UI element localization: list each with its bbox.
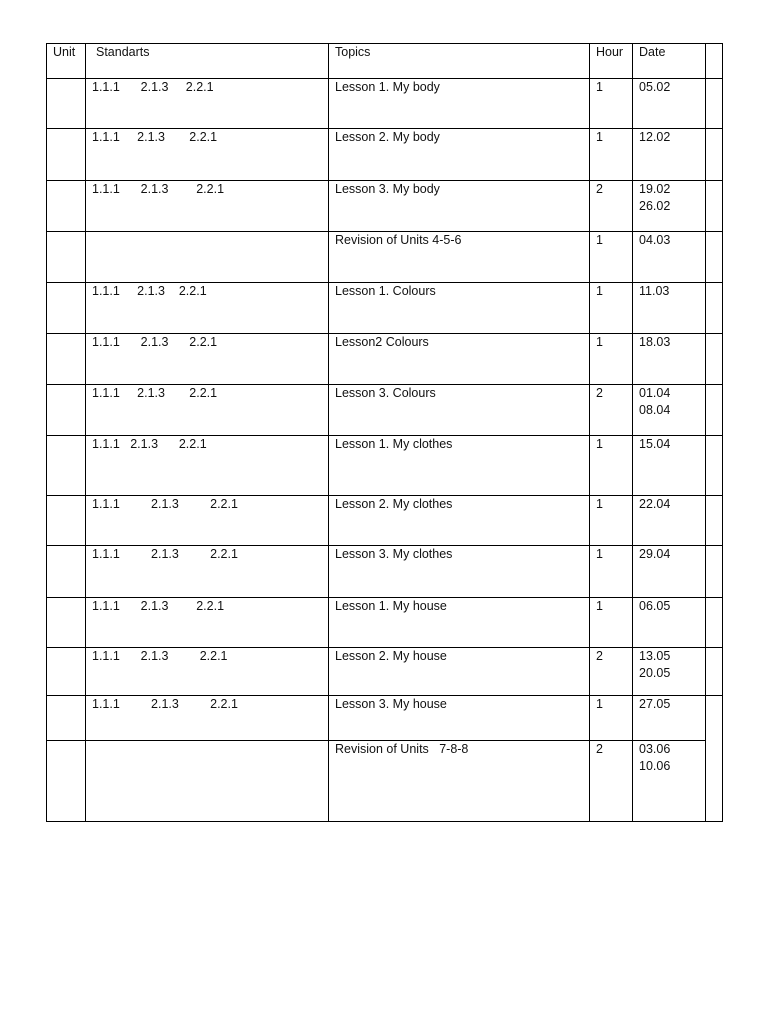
unit-cell <box>47 232 86 283</box>
table-row <box>47 181 723 232</box>
date-value: 19.02 <box>639 182 671 196</box>
topic-cell: Lesson 3. Colours <box>329 385 590 436</box>
date-value: 04.03 <box>639 233 671 247</box>
topic-cell: Lesson 1. My body <box>329 79 590 129</box>
date-cell <box>633 385 706 436</box>
standards-cell: 1.1.1 2.1.3 2.2.1 <box>86 436 329 496</box>
extra-cell <box>706 648 723 696</box>
topic-cell: Lesson2 Colours <box>329 334 590 385</box>
date-cell <box>633 741 706 822</box>
date-cell <box>633 79 706 129</box>
hour-cell: 1 <box>590 598 633 648</box>
standards-cell: 1.1.1 2.1.3 2.2.1 <box>86 696 329 741</box>
table-row <box>47 129 723 181</box>
date-cell <box>633 334 706 385</box>
table-row <box>47 546 723 598</box>
date-value: 18.03 <box>639 335 671 349</box>
unit-cell <box>47 283 86 334</box>
hour-cell: 2 <box>590 741 633 822</box>
table-row <box>47 385 723 436</box>
date-value: 27.05 <box>639 697 671 711</box>
extra-cell <box>706 232 723 283</box>
standards-cell: 1.1.1 2.1.3 2.2.1 <box>86 181 329 232</box>
topic-cell: Lesson 2. My clothes <box>329 496 590 546</box>
topic-cell: Lesson 2. My house <box>329 648 590 696</box>
topic-cell: Lesson 3. My body <box>329 181 590 232</box>
extra-cell <box>706 334 723 385</box>
topic-cell: Lesson 3. My house <box>329 696 590 741</box>
extra-cell <box>706 129 723 181</box>
date-value: 20.05 <box>639 665 671 680</box>
date-value: 03.06 <box>639 742 671 756</box>
table-row <box>47 334 723 385</box>
table-row <box>47 496 723 546</box>
date-value: 26.02 <box>639 198 671 213</box>
table-row <box>47 648 723 696</box>
date-value: 29.04 <box>639 547 671 561</box>
hour-cell: 1 <box>590 79 633 129</box>
table-row <box>47 232 723 283</box>
header-row <box>47 44 723 79</box>
header-extra-cell <box>706 44 723 79</box>
table-row <box>47 741 723 822</box>
standards-cell: 1.1.1 2.1.3 2.2.1 <box>86 546 329 598</box>
table-row <box>47 79 723 129</box>
unit-cell <box>47 598 86 648</box>
unit-cell <box>47 79 86 129</box>
topic-cell: Lesson 1. My clothes <box>329 436 590 496</box>
table-row <box>47 283 723 334</box>
extra-cell <box>706 181 723 232</box>
topic-cell: Lesson 1. Colours <box>329 283 590 334</box>
date-value: 11.03 <box>639 284 670 298</box>
standards-cell: 1.1.1 2.1.3 2.2.1 <box>86 496 329 546</box>
hour-cell: 1 <box>590 232 633 283</box>
hour-cell: 2 <box>590 385 633 436</box>
date-cell <box>633 598 706 648</box>
standards-cell: 1.1.1 2.1.3 2.2.1 <box>86 129 329 181</box>
unit-cell <box>47 496 86 546</box>
standards-cell <box>86 741 329 822</box>
unit-cell <box>47 696 86 741</box>
extra-cell <box>706 496 723 546</box>
unit-cell <box>47 436 86 496</box>
date-cell <box>633 436 706 496</box>
hour-cell: 1 <box>590 546 633 598</box>
date-value: 12.02 <box>639 130 671 144</box>
standards-cell: 1.1.1 2.1.3 2.2.1 <box>86 648 329 696</box>
topic-cell: Revision of Units 4-5-6 <box>329 232 590 283</box>
extra-cell <box>706 598 723 648</box>
extra-cell <box>706 436 723 496</box>
date-cell <box>633 496 706 546</box>
date-value: 15.04 <box>639 437 671 451</box>
header-unit: Unit <box>47 44 86 79</box>
hour-cell: 1 <box>590 334 633 385</box>
header-date: Date <box>633 44 706 79</box>
date-cell <box>633 648 706 696</box>
topic-cell: Lesson 1. My house <box>329 598 590 648</box>
unit-cell <box>47 741 86 822</box>
topic-cell: Lesson 2. My body <box>329 129 590 181</box>
date-cell <box>633 232 706 283</box>
standards-cell <box>86 232 329 283</box>
table-row <box>47 598 723 648</box>
unit-cell <box>47 385 86 436</box>
extra-cell <box>706 546 723 598</box>
hour-cell: 2 <box>590 181 633 232</box>
date-cell <box>633 283 706 334</box>
unit-cell <box>47 181 86 232</box>
standards-cell: 1.1.1 2.1.3 2.2.1 <box>86 334 329 385</box>
topic-cell: Lesson 3. My clothes <box>329 546 590 598</box>
date-value: 22.04 <box>639 497 671 511</box>
date-value: 05.02 <box>639 80 671 94</box>
standards-cell: 1.1.1 2.1.3 2.2.1 <box>86 283 329 334</box>
date-value: 06.05 <box>639 599 671 613</box>
unit-cell <box>47 648 86 696</box>
date-cell <box>633 129 706 181</box>
hour-cell: 1 <box>590 496 633 546</box>
extra-cell <box>706 79 723 129</box>
unit-cell <box>47 129 86 181</box>
header-hour: Hour <box>590 44 633 79</box>
date-cell <box>633 181 706 232</box>
standards-cell: 1.1.1 2.1.3 2.2.1 <box>86 79 329 129</box>
date-cell <box>633 696 706 741</box>
extra-cell <box>706 385 723 436</box>
unit-cell <box>47 546 86 598</box>
hour-cell: 1 <box>590 283 633 334</box>
date-cell <box>633 546 706 598</box>
hour-cell: 2 <box>590 648 633 696</box>
topic-cell: Revision of Units 7-8-8 <box>329 741 590 822</box>
table-row <box>47 436 723 496</box>
hour-cell: 1 <box>590 696 633 741</box>
unit-cell <box>47 334 86 385</box>
hour-cell: 1 <box>590 436 633 496</box>
standards-cell: 1.1.1 2.1.3 2.2.1 <box>86 385 329 436</box>
date-value: 08.04 <box>639 402 671 417</box>
date-value: 10.06 <box>639 758 671 773</box>
standards-cell: 1.1.1 2.1.3 2.2.1 <box>86 598 329 648</box>
extra-cell <box>706 283 723 334</box>
header-standards: Standarts <box>86 44 329 79</box>
date-value: 13.05 <box>639 649 671 663</box>
date-value: 01.04 <box>639 386 671 400</box>
hour-cell: 1 <box>590 129 633 181</box>
table-row <box>47 696 723 741</box>
lesson-plan-table <box>46 43 723 822</box>
extra-cell <box>706 696 723 822</box>
header-topics: Topics <box>329 44 590 79</box>
